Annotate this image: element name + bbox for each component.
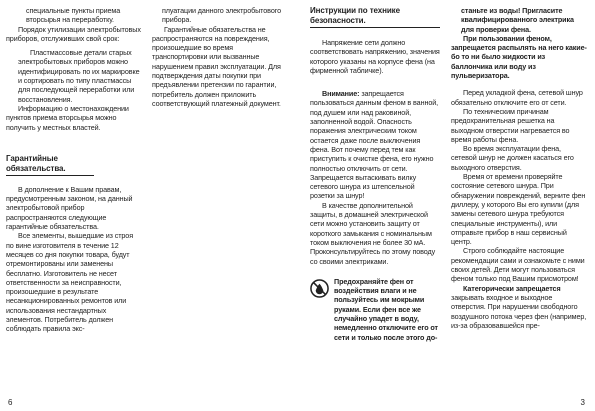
moisture-warning	[310, 277, 440, 342]
protection-paragraph: В качестве дополнительной защиты, в домашней электрической сети можно установить защиту от короткого замыкания с номинальным током выключения не более 30 мА. Проконсультируйтесь по этому поводу со своими электриками.	[310, 200, 436, 266]
left-page-column-1	[6, 6, 142, 334]
call-electrician: станьте из воды! Пригласите квалифицированного электрика для проверки фена.	[461, 6, 574, 34]
cord-paragraph: Во время эксплуатации фена, сетевой шнур не должен касаться его выходного отверстия.	[451, 144, 574, 172]
warranty-paragraph-1: В дополнение к Вашим правам, предусмотренным законом, на данный электробытовой прибор распространяются следующие гарантийные обязательства.	[6, 184, 133, 232]
page-number-left: 6	[8, 398, 13, 407]
unplug-paragraph: Перед укладкой фена, сетевой шнур обязательно отключите его от сети.	[451, 88, 583, 107]
left-page-column-2	[152, 6, 286, 108]
right-page-column-2	[451, 6, 587, 330]
children-paragraph: Строго соблюдайте настоящие рекомендации сами и ознакомьте с ними своих детей. Дети могут пользоваться феном только под Вашим присмотром!	[451, 246, 585, 284]
page-number-right: 3	[580, 398, 585, 407]
grille-paragraph: По техническим причинам предохранительная решетка на выходном отверстии нагревается во время работы фена.	[451, 106, 570, 144]
voltage-paragraph: Напряжение сети должно соответствовать напряжению, значения которого указаны на корпусе фена (на фирменной табличке).	[310, 38, 440, 75]
right-page-column-1	[310, 6, 440, 342]
disposal-item: Пластмассовые детали старых электробытовых приборов можно идентифицировать по их маркировке и сортировать по типу пластмассы для последующей переработки или восстановления.	[18, 48, 140, 104]
disposal-intro: Порядок утилизации электробытовых приборов, отслуживших свой срок:	[6, 24, 141, 43]
forbidden-label: Категорически запрещается	[463, 283, 561, 293]
warranty-heading: Гарантийные обязательства.	[6, 154, 94, 176]
cord-check-paragraph: Время от времени проверяйте состояние сетевого шнура. При обнаружении повреждений, верните фен диллеру, у которого Вы его купили (для замены сетевого шнура требуются специальные инструменты), или отправьте прибор в наш сервисный центр.	[451, 172, 586, 247]
safety-heading: Инструкции по технике безопасности.	[310, 6, 440, 28]
top-line-1: специальные пункты приема	[26, 6, 121, 15]
warranty-paragraph-2: Все элементы, вышедшие из строя по вине изготовителя в течение 12 месяцев со дня покупки товара, будут отремонтированы или заменены бесплатно. Изготовитель не несет ответственности за неисправности, произошедшие в результате несанкционированных ремонтов или использования нестандартных элементов. Потребитель должен соблюдать правила экс-	[6, 231, 133, 334]
vents-paragraph: закрывать входное и выходное отверстия. При нарушении свободного воздушного потока через фен (например, из-за образовавшейся пре-	[451, 292, 587, 330]
moisture-warning-text: Предохраняйте фен от воздействия влаги и не пользуйтесь им мокрыми руками. Если фен все же случайно упадет в воду, немедленно отключите его от сети и только после этого до-	[334, 276, 438, 342]
disposal-info: Информацию о местонахождении пунктов приема вторсырья можно получить у местных властей.	[6, 103, 129, 132]
warning-paragraph	[310, 89, 440, 201]
no-water-icon	[310, 279, 329, 298]
top-line-2: вторсырья на переработку.	[26, 15, 114, 25]
warning-label: Внимание:	[322, 89, 360, 99]
col2-paragraph: Гарантийные обязательства не распространяются на повреждения, произошедшие во время транспортировки или вызванные нарушением правил эксплуатации. Для подтверждения даты покупки при предъявлении претензии по гарантии, потребитель должен приложить соответствующий платежный документ.	[152, 24, 281, 108]
no-spray-warning: При пользовании феном, запрещается распылять на него какие-бо то ни было жидкости из баллончика или воду из пульверизатора.	[451, 33, 587, 81]
warning-text: запрещается пользоваться данным феном в ванной, под душем или над раковиной, заполненной водой. Опасность поражения электрическим током остается даже после выключения фена. Вот почему перед тем как приступить к очистке фена, его нужно полностью отключить от сети. Запрещается вытаскивать вилку сетевого шнура из штепсельной розетки за шнур!	[310, 89, 439, 201]
col2-continuation: плуатации данного электробытового прибора.	[162, 6, 281, 25]
